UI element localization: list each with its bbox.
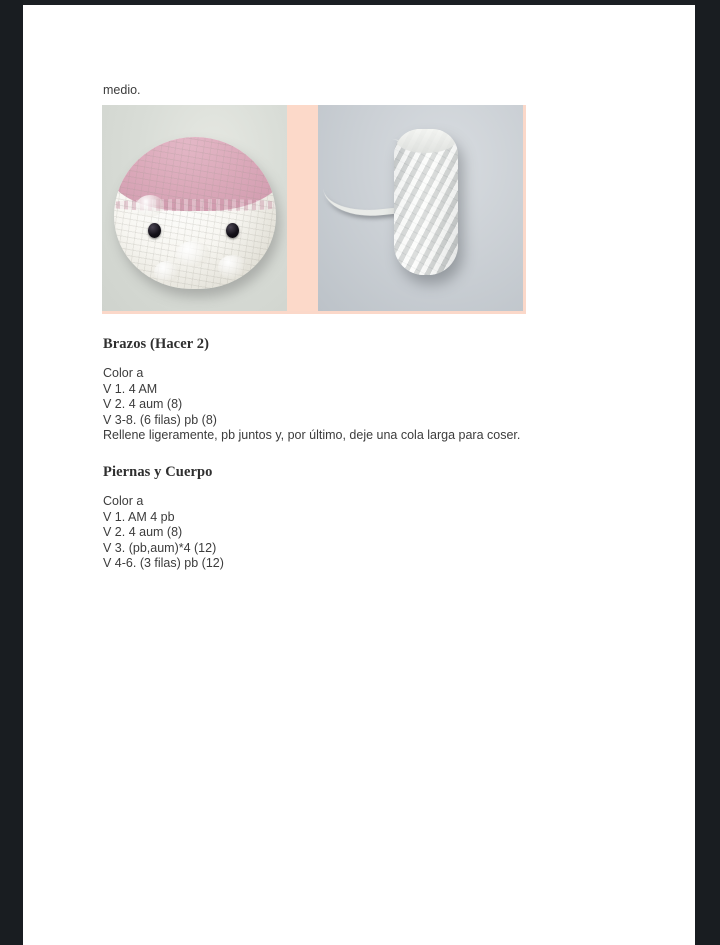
instruction-line: Rellene ligeramente, pb juntos y, por último, deje una cola larga para coser. [103, 428, 521, 443]
instruction-line: V 2. 4 aum (8) [103, 397, 183, 412]
photo-amigurumi-arm [318, 105, 523, 311]
right-dark-rail [695, 0, 720, 945]
instruction-line: V 3. (pb,aum)*4 (12) [103, 540, 217, 555]
photo-amigurumi-head [102, 105, 287, 311]
lead-paragraph: medio. [103, 83, 141, 97]
left-dark-rail [0, 0, 23, 945]
amigurumi-eye-left [148, 223, 161, 238]
amigurumi-arm-shape [394, 129, 458, 275]
stitch-highlight [136, 195, 164, 217]
instruction-line: V 3-8. (6 filas) pb (8) [103, 412, 217, 427]
instruction-line: V 4-6. (3 filas) pb (12) [103, 556, 224, 571]
amigurumi-eye-right [226, 223, 239, 238]
stitch-highlight [176, 241, 210, 267]
instruction-line: V 1. AM 4 pb [103, 509, 175, 524]
page-content [102, 83, 662, 592]
stitch-highlight [154, 261, 180, 283]
instruction-line: V 2. 4 aum (8) [103, 525, 183, 540]
section-title-brazos: Brazos (Hacer 2) [103, 336, 210, 352]
photo-separator-band [287, 105, 318, 311]
instructions-piernas-y-cuerpo [103, 494, 662, 572]
instruction-line: Color a [103, 366, 144, 380]
page-inner [23, 5, 695, 945]
instruction-line: Color a [103, 493, 144, 508]
crochet-progress-photos [102, 105, 526, 314]
instruction-line: V 1. 4 AM [103, 381, 158, 396]
stitch-highlight [218, 255, 248, 279]
instructions-brazos [103, 366, 662, 444]
amigurumi-head-shape [114, 137, 276, 289]
document-page [23, 5, 695, 945]
section-title-piernas-y-cuerpo: Piernas y Cuerpo [103, 463, 213, 480]
